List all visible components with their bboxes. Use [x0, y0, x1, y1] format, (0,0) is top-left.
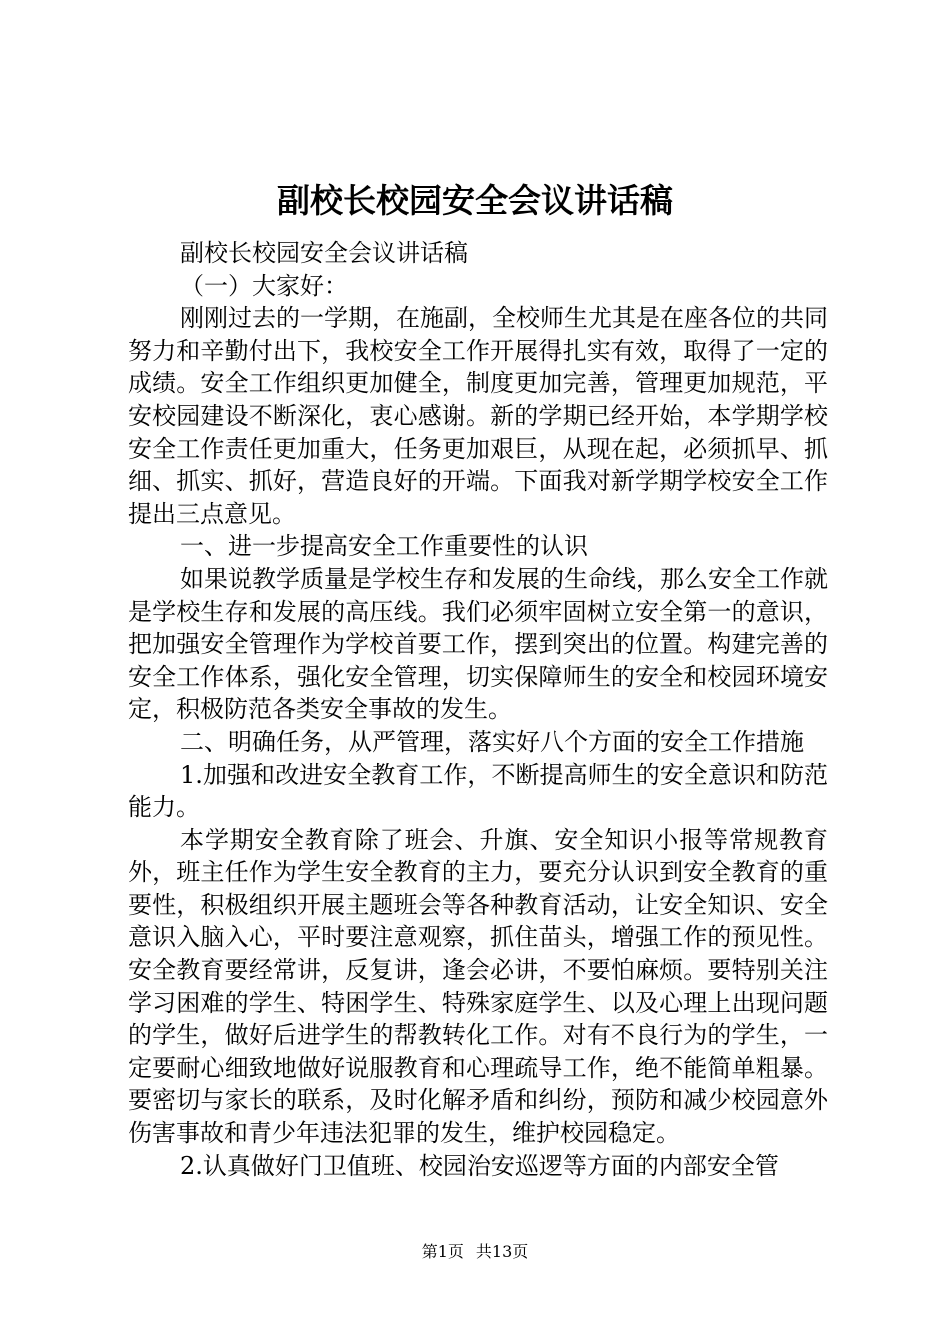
section-heading: 一、进一步提高安全工作重要性的认识 — [180, 532, 588, 561]
paragraph: 副校长校园安全会议讲话稿 — [180, 239, 468, 267]
list-item: 2.认真做好门卫值班、校园治安巡逻等方面的内部安全管 — [180, 1151, 779, 1180]
page-number: 第1页 — [421, 1242, 464, 1261]
page-footer — [0, 1241, 950, 1263]
section-heading: 二、明确任务，从严管理，落实好八个方面的安全工作措施 — [180, 727, 804, 756]
document-body — [128, 237, 828, 1182]
list-item: 1.加强和改进安全教育工作，不断提高师生的安全意识和防范能力。 — [128, 760, 828, 822]
paragraph: 如果说教学质量是学校生存和发展的生命线，那么安全工作就是学校生存和发展的高压线。我们必须牢固树立安全第一的意识，把加强安全管理作为学校首要工作，摆到突出的位置。构建完善的安全工作体系，强化安全管理，切实保障师生的安全和校园环境安定，积极防范各类安全事故的发生。 — [128, 564, 828, 724]
paragraph: 刚刚过去的一学期，在施副，全校师生尤其是在座各位的共同努力和辛勤付出下，我校安全工作开展得扎实有效，取得了一定的成绩。安全工作组织更加健全，制度更加完善，管理更加规范，平安校园建设不断深化，衷心感谢。新的学期已经开始，本学期学校安全工作责任更加重大，任务更加艰巨，从现在起，必须抓早、抓细、抓实、抓好，营造良好的开端。下面我对新学期学校安全工作提出三点意见。 — [128, 304, 828, 528]
paragraph: 本学期安全教育除了班会、升旗、安全知识小报等常规教育外，班主任作为学生安全教育的主力，要充分认识到安全教育的重要性，积极组织开展主题班会等各种教育活动，让安全知识、安全意识入脑入心，平时要注意观察，抓住苗头，增强工作的预见性。安全教育要经常讲，反复讲，逢会必讲，不要怕麻烦。要特别关注学习困难的学生、特困学生、特殊家庭学生、以及心理上出现问题的学生，做好后进学生的帮教转化工作。对有不良行为的学生，一定要耐心细致地做好说服教育和心理疏导工作，绝不能简单粗暴。要密切与家长的联系，及时化解矛盾和纠纷，预防和减少校园意外伤害事故和青少年违法犯罪的发生，维护校园稳定。 — [128, 825, 828, 1148]
document-title: 副校长校园安全会议讲话稿 — [277, 181, 673, 220]
page-total: 共13页 — [475, 1242, 529, 1261]
paragraph: （一）大家好： — [180, 271, 348, 300]
